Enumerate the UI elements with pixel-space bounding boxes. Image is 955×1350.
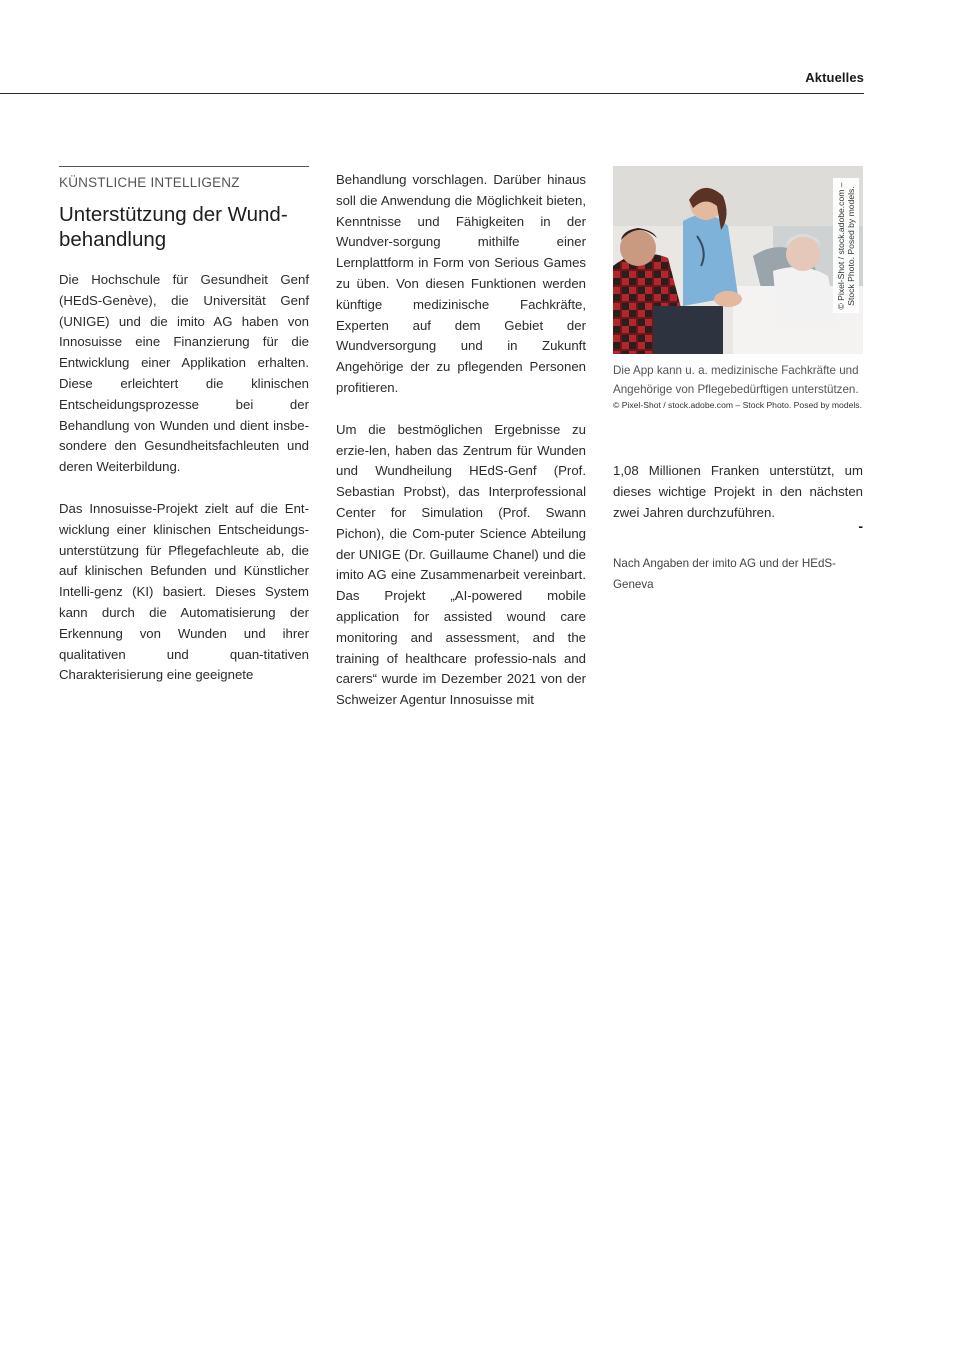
photo-caption: Die App kann u. a. medizinische Fachkräfte und Angehörige von Pflegebedürftigen unterstützen. [613,364,859,396]
end-mark: - [858,518,863,535]
article-kicker: KÜNSTLICHE INTELLIGENZ [59,175,240,190]
column-3 [613,166,863,595]
section-label: Aktuelles [805,70,864,85]
body-paragraph: 1,08 Millionen Franken unterstützt, um dieses wichtige Projekt in den nächsten zwei Jahren durchzuführen. [613,463,863,520]
body-paragraph: Die Hochschule für Gesundheit Genf (HEdS-Genève), die Universität Genf (UNIGE) und die imito AG haben von Innosuisse eine Finanzierung für die Entwicklung einer Applikation erhalten. Diese erleichtert die klinischen Entscheidungsprozesse bei der Behandlung von Wunden und dient insbe-sondere den Gesundheitsfachleuten und deren Weiterbildung. [59,272,309,475]
article-photo [613,166,863,354]
column-1 [59,166,309,686]
kicker-rule [59,166,309,167]
photo-credit-line: © Pixel-Shot / stock.adobe.com – [836,181,846,310]
article-headline: Unterstützung der Wund-behandlung [59,203,288,251]
photo-credit-vertical [833,178,859,313]
photo-credit-line: Stock Photo. Posed by models. [846,185,856,306]
photo-illustration [613,166,863,354]
column-2 [336,170,586,711]
header-rule [0,93,864,94]
body-paragraph: Um die bestmöglichen Ergebnisse zu erzie-len, haben das Zentrum für Wunden und Wundheilung HEdS-Genf (Prof. Sebastian Probst), das Interprofessional Center for Simulation (Prof. Swann Pichon), die Com-puter Science Abteilung der UNIGE (Dr. Guillaume Chanel) und die imito AG eine Zusammenarbeit vereinbart. Das Projekt „AI-powered mobile application for assisted wound care monitoring and assessment, and the training of healthcare professio-nals and carers“ wurde im Dezember 2021 von der Schweizer Agentur Innosuisse mit [336,421,586,708]
body-paragraph: Das Innosuisse-Projekt zielt auf die Ent-wicklung einer klinischen Entscheidungs-unterstützung für Pflegefachleute ab, die auf klinischen Befunden und Künstlicher Intelli-genz (KI) basiert. Dieses System kann durch die Automatisierung der Erkennung von Wunden und ihrer qualitativen und quan-titativen Charakterisierung eine geeignete [59,500,309,683]
source-note: Nach Angaben der imito AG und der HEdS-Geneva [613,557,836,591]
body-paragraph: Behandlung vorschlagen. Darüber hinaus soll die Anwendung die Möglichkeit bieten, Kenntnisse und Fähigkeiten in der Wundver-sorgung mithilfe einer Lernplattform in Form von Serious Games zu üben. Von diesen Funktionen werden künftige medizinische Fachkräfte, Experten auf dem Gebiet der Wundversorgung und in Zukunft Angehörige der zu pflegenden Personen profitieren. [336,172,586,395]
photo-credit: © Pixel-Shot / stock.adobe.com – Stock Photo. Posed by models. [613,400,862,410]
